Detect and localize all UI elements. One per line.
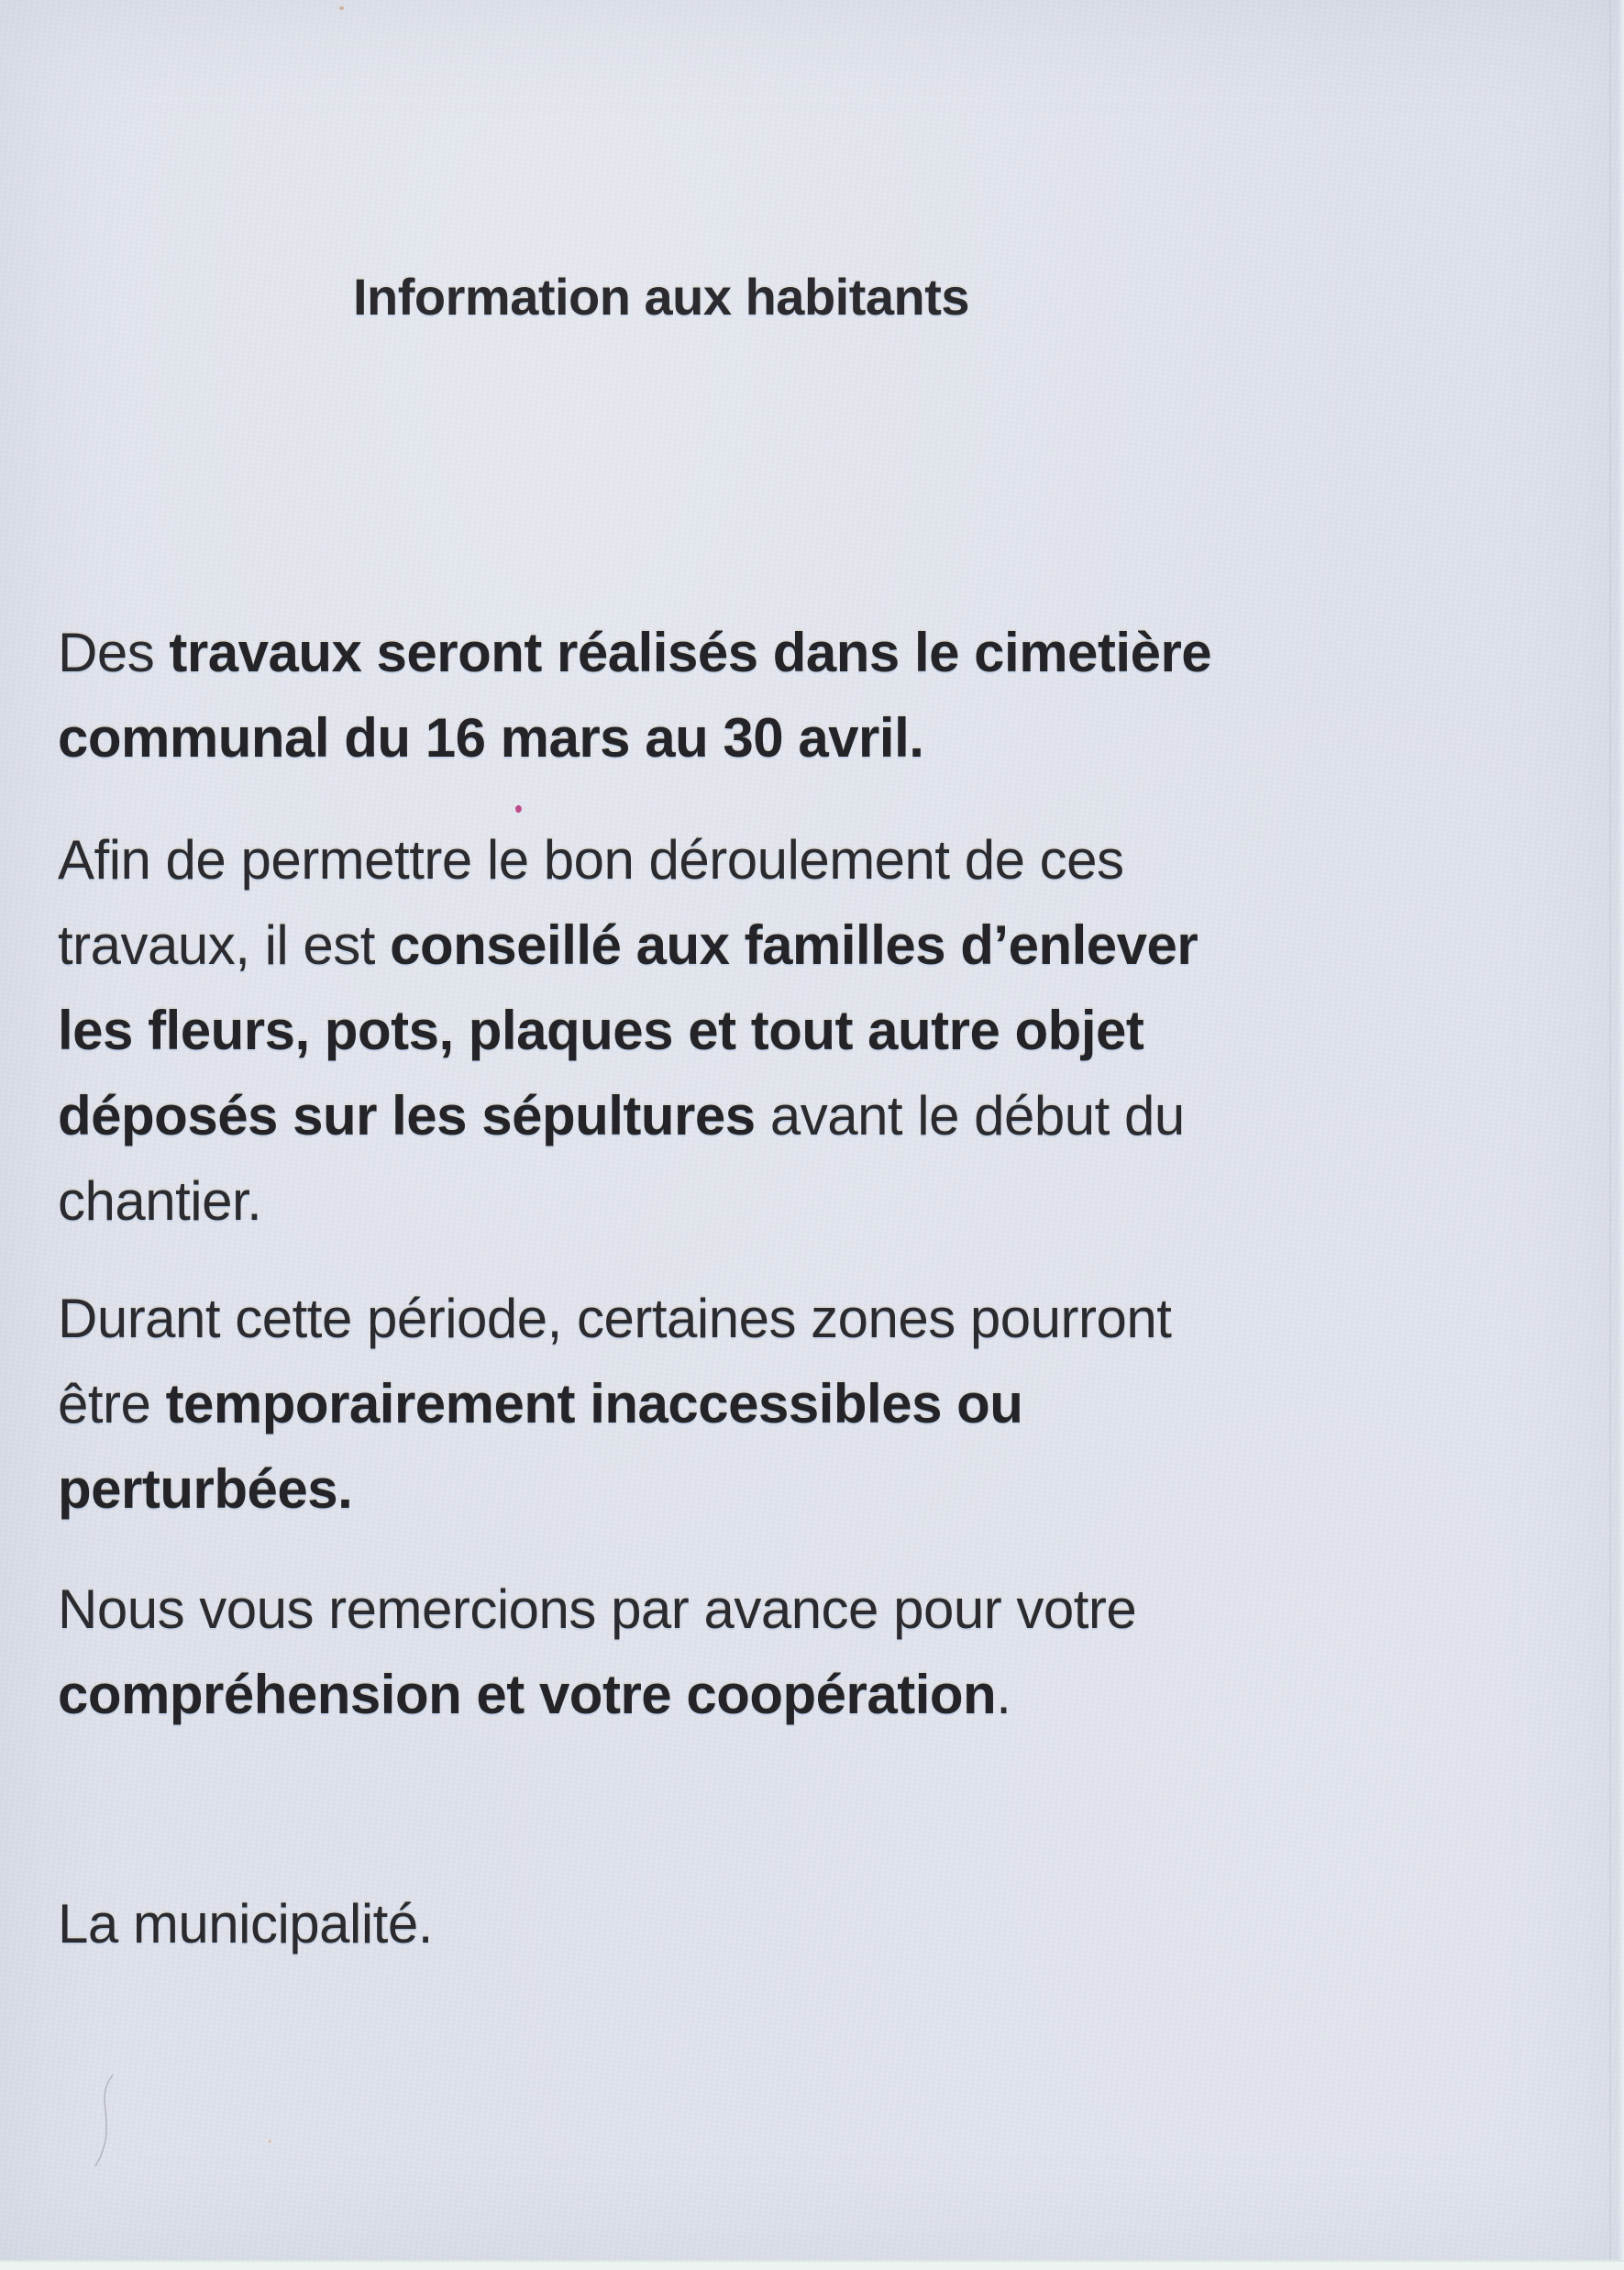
scanner-edge-right: [1618, 0, 1624, 2270]
notice-signature: La municipalité.: [58, 1893, 433, 1954]
notice-paragraph: [58, 610, 1580, 781]
scan-artifact-hair-fiber: [83, 2071, 128, 2170]
emphasis-text: communal du 16 mars au 30 avril.: [58, 707, 924, 769]
notice-title: Information aux habitants: [353, 268, 969, 326]
scan-artifact-speck: [339, 6, 344, 10]
body-text: chantier.: [58, 1170, 262, 1232]
emphasis-text: perturbées.: [58, 1458, 353, 1520]
emphasis-text: conseillé aux familles d’enlever: [390, 914, 1199, 976]
notice-paragraph: [58, 1276, 1580, 1532]
body-text: avant le début du: [755, 1085, 1185, 1146]
emphasis-text: travaux seront réalisés dans le cimetière: [169, 622, 1212, 683]
emphasis-text: temporairement inaccessibles ou: [165, 1373, 1023, 1434]
body-text: .: [996, 1664, 1011, 1725]
scanner-edge-line: [1609, 0, 1611, 2270]
body-text: Nous vous remercions par avance pour votre: [58, 1578, 1137, 1640]
emphasis-text: déposés sur les sépultures: [58, 1085, 756, 1146]
body-text: Des: [58, 622, 170, 683]
notice-paragraph: [58, 817, 1580, 1244]
scanner-edge-bottom: [0, 2260, 1624, 2270]
scan-artifact-pink-mark: [514, 804, 523, 814]
notice-paragraph: [58, 1567, 1580, 1737]
emphasis-text: compréhension et votre coopération: [58, 1664, 997, 1725]
body-text: Afin de permettre le bon déroulement de ces: [58, 829, 1124, 891]
emphasis-text: les fleurs, pots, plaques et tout autre objet: [58, 1000, 1144, 1061]
scan-artifact-speck: [268, 2140, 271, 2143]
body-text: travaux, il est: [58, 914, 391, 976]
body-text: Durant cette période, certaines zones pourront: [58, 1288, 1172, 1349]
body-text: être: [58, 1373, 166, 1434]
